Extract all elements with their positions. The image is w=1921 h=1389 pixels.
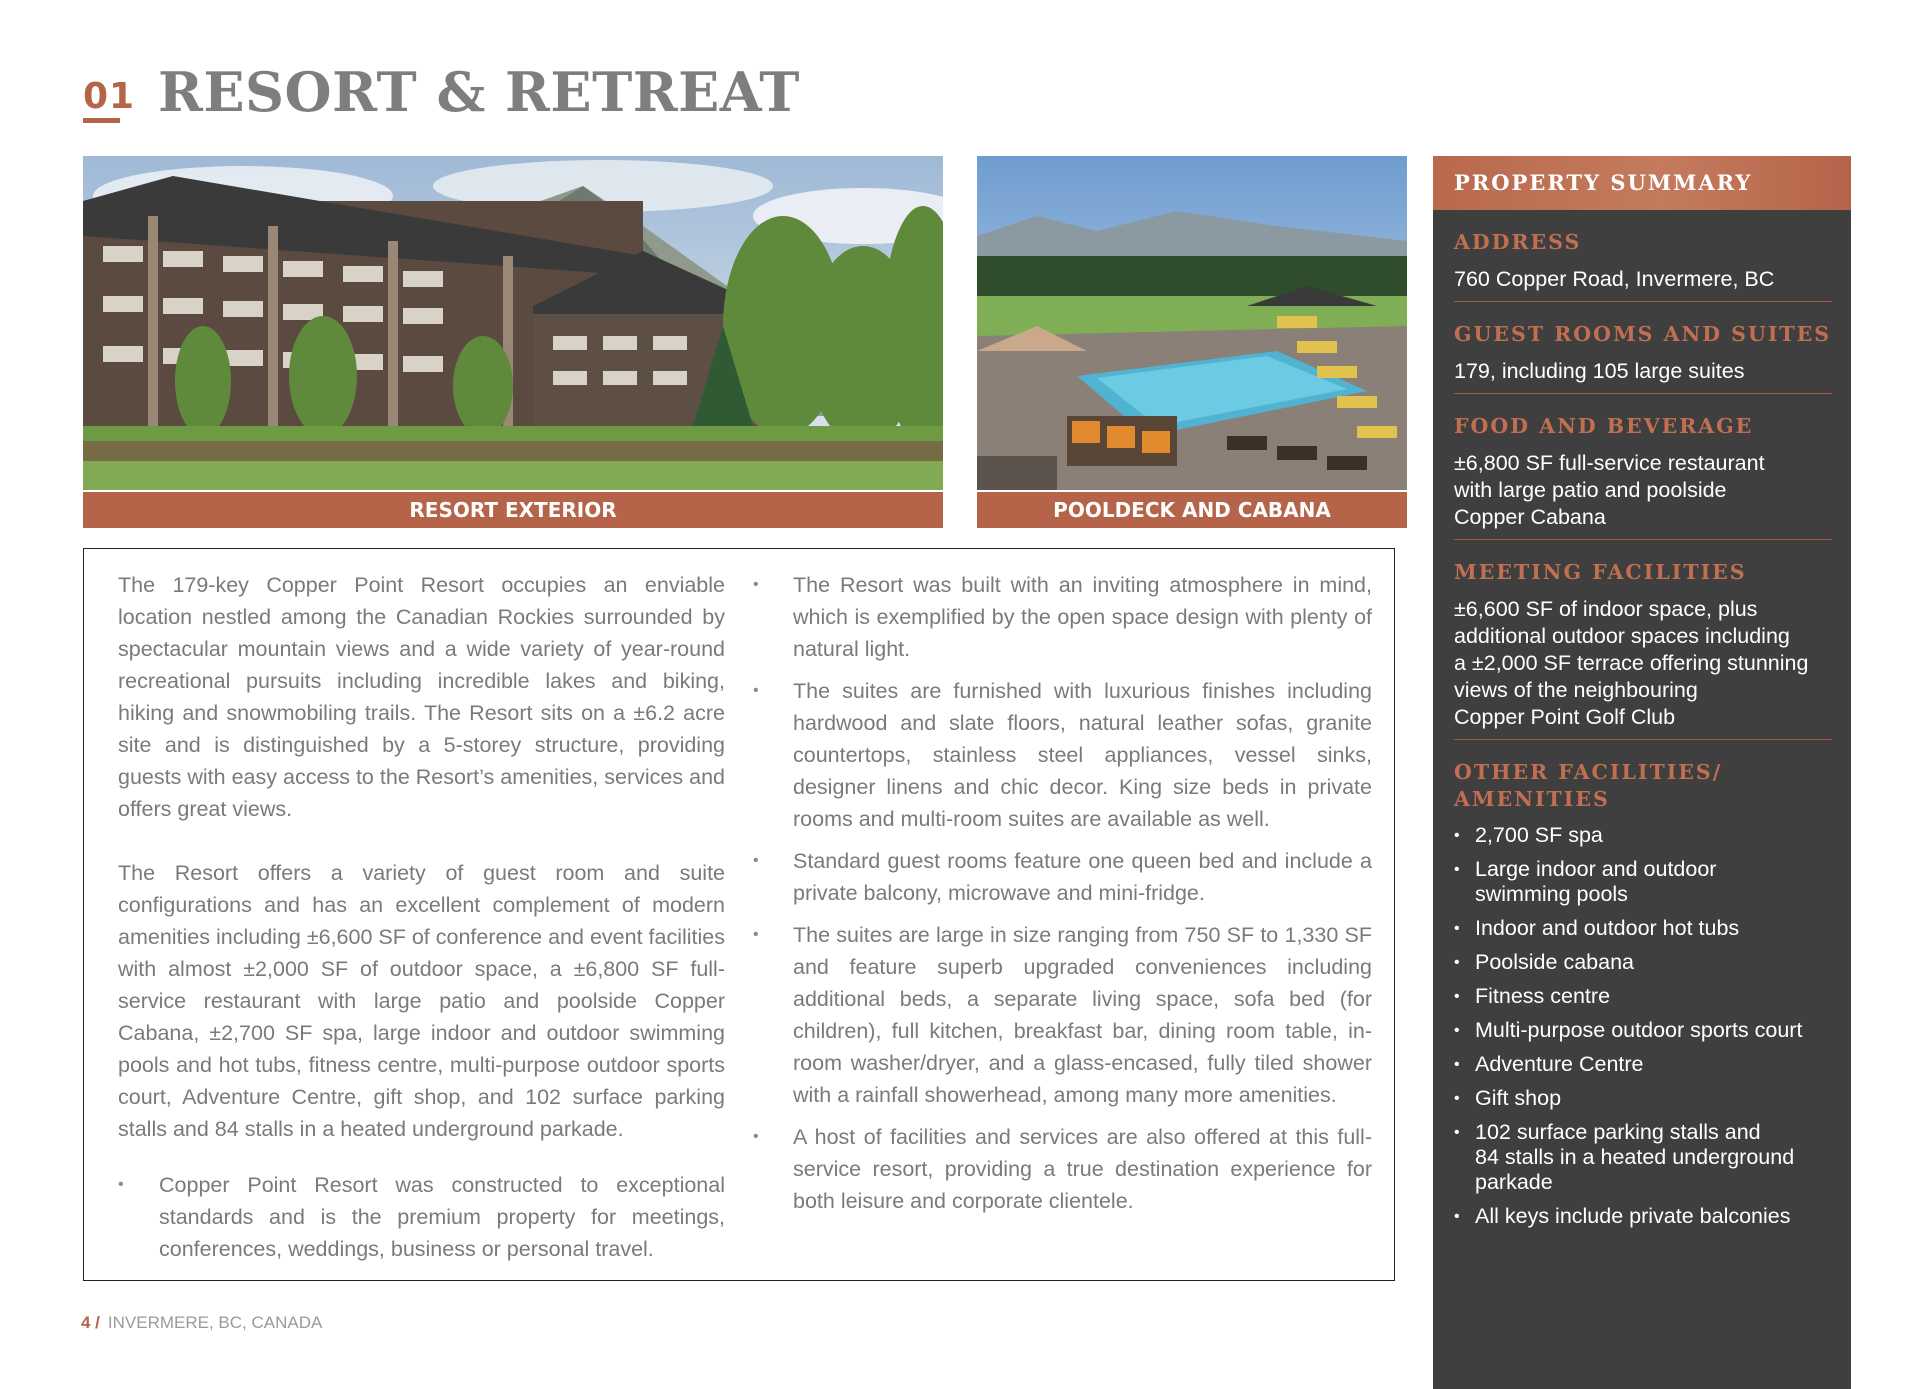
amenities-label: OTHER FACILITIES/ AMENITIES — [1454, 760, 1723, 811]
summary-section-food-beverage — [1454, 394, 1832, 540]
photo-caption-pooldeck: POOLDECK AND CABANA — [977, 492, 1407, 528]
amenities-paragraph: The Resort offers a variety of guest room and suite configurations and has an excellent complement of modern amenities including ±6,600 SF of conference and event facilities with almost ±2,000 SF of outdoor space, a ±6,800 SF full-service restaurant with large patio and poolside Copper Cabana, ±2,700 SF spa, large indoor and outdoor swimming pools and hot tubs, fitness centre, multi-purpose outdoor sports court, Adventure Centre, gift shop, and 102 surface parking stalls and 84 stalls in a heated underground parkade. — [118, 861, 725, 1141]
page-title: RESORT & RETREAT — [158, 60, 800, 124]
section-number-underline — [83, 118, 120, 123]
food-beverage-value: ±6,800 SF full-service restaurant with large patio and poolside Copper Cabana — [1454, 451, 1765, 529]
amenity-item: • Gift shop — [1454, 1086, 1832, 1111]
footer-location: INVERMERE, BC, CANADA — [107, 1313, 323, 1332]
property-summary-sidebar — [1433, 156, 1851, 1389]
description-left-column — [118, 569, 725, 1265]
meeting-value: ±6,600 SF of indoor space, plus additional outdoor spaces including a ±2,000 SF terrace offering stunning views of the neighbouring Copper Point Golf Club — [1454, 597, 1809, 729]
amenity-item: • Large indoor and outdoor swimming pools — [1454, 857, 1832, 907]
list-item: • A host of facilities and services are also offered at this full-service resort, providing a true destination experience for both leisure and corporate clientele. — [793, 1121, 1372, 1217]
summary-section-rooms — [1454, 302, 1832, 394]
amenity-item: • 2,700 SF spa — [1454, 823, 1832, 848]
amenity-item: • Multi-purpose outdoor sports court — [1454, 1018, 1832, 1043]
summary-section-address — [1454, 210, 1832, 302]
list-item: • The suites are furnished with luxurious finishes including hardwood and slate floors, natural leather sofas, granite countertops, stainless steel appliances, vessel sinks, designer linens and chic decor. King size beds in private rooms and multi-room suites are available as well. — [793, 675, 1372, 835]
pooldeck-photo — [977, 156, 1407, 490]
list-item: • The Resort was built with an inviting atmosphere in mind, which is exemplified by the open space design with plenty of natural light. — [793, 569, 1372, 665]
amenity-item: • 102 surface parking stalls and 84 stalls in a heated underground parkade — [1454, 1120, 1832, 1195]
left-bullet-list — [118, 1169, 725, 1265]
rooms-value: 179, including 105 large suites — [1454, 359, 1745, 383]
resort-exterior-photo — [83, 156, 943, 490]
photo-caption-resort-exterior: RESORT EXTERIOR — [83, 492, 943, 528]
amenity-item: • All keys include private balconies — [1454, 1204, 1832, 1229]
amenity-item: • Indoor and outdoor hot tubs — [1454, 916, 1832, 941]
property-summary-body — [1454, 210, 1832, 1246]
meeting-label: MEETING FACILITIES — [1454, 560, 1747, 584]
amenity-item: • Adventure Centre — [1454, 1052, 1832, 1077]
amenity-item: • Fitness centre — [1454, 984, 1832, 1009]
right-bullet-list — [793, 569, 1372, 1217]
list-item: • Standard guest rooms feature one queen bed and include a private balcony, microwave and mini-fridge. — [793, 845, 1372, 909]
address-label: ADDRESS — [1454, 230, 1582, 254]
page-number: 4 / — [81, 1313, 100, 1332]
page-footer — [81, 1313, 322, 1333]
food-beverage-label: FOOD AND BEVERAGE — [1454, 414, 1754, 438]
description-right-column — [793, 569, 1372, 1227]
description-box — [83, 548, 1395, 1281]
summary-section-amenities — [1454, 740, 1832, 1246]
rooms-label: GUEST ROOMS AND SUITES — [1454, 322, 1832, 346]
summary-section-meeting — [1454, 540, 1832, 740]
list-item: • Copper Point Resort was constructed to exceptional standards and is the premium property for meetings, conferences, weddings, business or personal travel. — [159, 1169, 725, 1265]
section-number: 01 — [83, 76, 136, 117]
intro-paragraph: The 179-key Copper Point Resort occupies an enviable location nestled among the Canadian Rockies surrounded by spectacular mountain views and a wide variety of year-round recreational pursuits including incredible lakes and biking, hiking and snowmobiling trails. The Resort sits on a ±6.2 acre site and is distinguished by a 5-storey structure, providing guests with easy access to the Resort’s amenities, services and offers great views. — [118, 573, 725, 821]
property-summary-title: PROPERTY SUMMARY — [1433, 156, 1851, 210]
list-item: • The suites are large in size ranging from 750 SF to 1,330 SF and feature superb upgraded conveniences including additional beds, a separate living space, sofa bed (for children), full kitchen, breakfast bar, dining room table, in-room washer/dryer, and a glass-encased, fully tiled shower with a rainfall showerhead, among many more amenities. — [793, 919, 1372, 1111]
amenities-list — [1454, 823, 1832, 1229]
amenity-item: • Poolside cabana — [1454, 950, 1832, 975]
address-value: 760 Copper Road, Invermere, BC — [1454, 267, 1775, 291]
